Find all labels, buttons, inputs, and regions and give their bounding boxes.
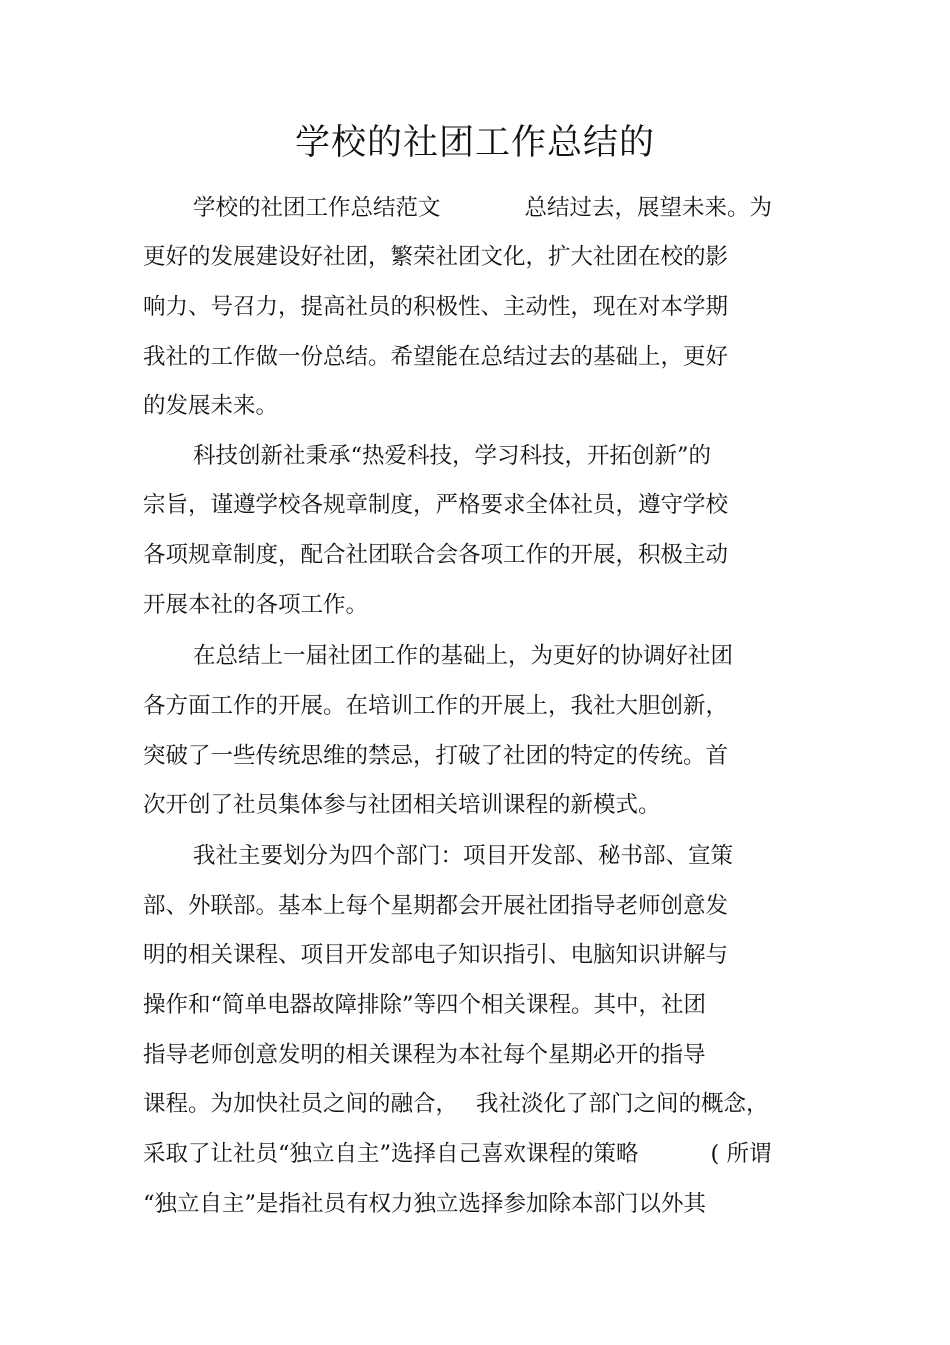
text-line: 开展本社的各项工作。 xyxy=(143,592,369,618)
text-line: 指导老师创意发明的相关课程为本社每个星期必开的指导 xyxy=(143,1042,706,1068)
text-segment: 课程。为加快社员之间的融合， xyxy=(143,1091,459,1117)
text-line: 的发展未来。 xyxy=(143,393,279,419)
text-line: 在总结上一届社团工作的基础上，为更好的协调好社团 xyxy=(193,643,734,669)
text-segment: 采取了让社员“独立自主”选择自己喜欢课程的策略 xyxy=(143,1141,639,1167)
text-line: 各项规章制度，配合社团联合会各项工作的开展，积极主动 xyxy=(143,542,729,568)
text-line: 科技创新社秉承“热爱科技，学习科技，开拓创新”的 xyxy=(193,443,712,469)
text-segment: 总结过去，展望未来。为 xyxy=(524,195,773,221)
text-line: 响力、号召力，提高社员的积极性、主动性，现在对本学期 xyxy=(143,294,729,320)
text-segment: 学校的社团工作总结范文 xyxy=(193,195,441,221)
text-line: 我社主要划分为四个部门：项目开发部、秘书部、宣策 xyxy=(193,843,734,869)
text-line: 明的相关课程、项目开发部电子知识指引、电脑知识讲解与 xyxy=(143,942,729,968)
text-line: 突破了一些传统思维的禁忌，打破了社团的特定的传统。首 xyxy=(143,743,729,769)
text-line: 部、外联部。基本上每个星期都会开展社团指导老师创意发 xyxy=(143,893,729,919)
text-line xyxy=(143,1138,771,1170)
text-line: 各方面工作的开展。在培训工作的开展上，我社大胆创新， xyxy=(143,693,729,719)
document-title: 学校的社团工作总结的 xyxy=(294,123,655,163)
text-line: 宗旨，谨遵学校各规章制度，严格要求全体社员，遵守学校 xyxy=(143,492,729,518)
text-line xyxy=(143,1088,769,1120)
text-line: “独立自主”是指社员有权力独立选择参加除本部门以外其 xyxy=(143,1191,707,1217)
text-line: 次开创了社员集体参与社团相关培训课程的新模式。 xyxy=(143,792,661,818)
text-segment: 我社淡化了部门之间的概念， xyxy=(476,1091,769,1117)
text-line: 我社的工作做一份总结。希望能在总结过去的基础上，更好 xyxy=(143,344,729,370)
text-segment: ( 所谓 xyxy=(710,1141,772,1167)
text-line: 更好的发展建设好社团，繁荣社团文化，扩大社团在校的影 xyxy=(143,244,729,270)
text-line xyxy=(193,192,772,224)
text-line: 操作和“简单电器故障排除”等四个相关课程。其中，社团 xyxy=(143,992,707,1018)
